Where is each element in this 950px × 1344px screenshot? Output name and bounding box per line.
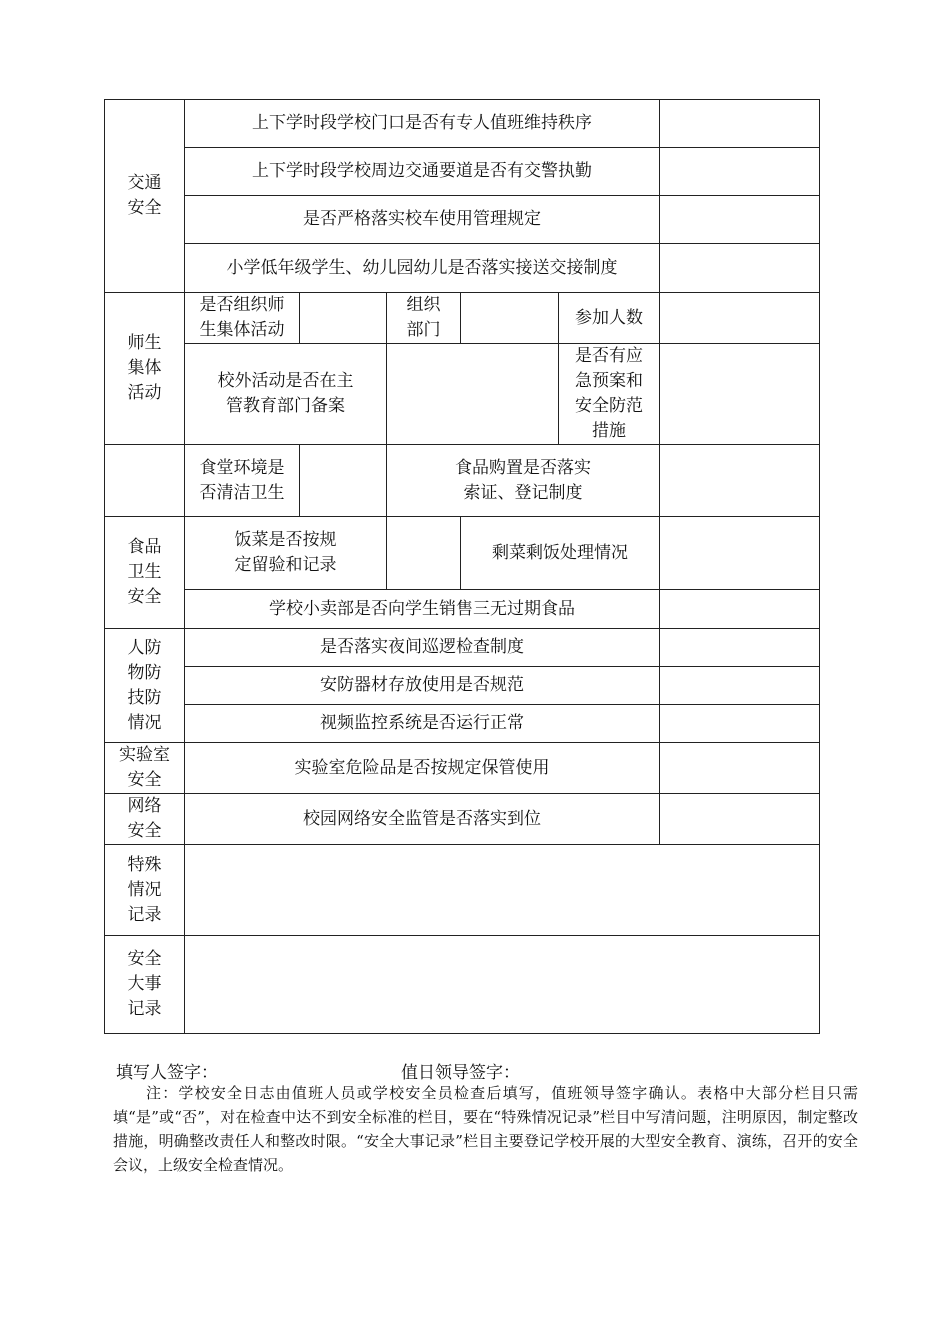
defense-item-equipment: 安防器材存放使用是否规范: [185, 667, 660, 705]
traffic-item-police-duty: 上下学时段学校周边交通要道是否有交警执勤: [185, 148, 660, 196]
activity-emergency-label: 是否有应 急预案和 安全防范 措施: [559, 344, 660, 445]
network-item-answer[interactable]: [660, 794, 820, 845]
traffic-safety-category: 交通 安全: [105, 100, 185, 293]
food-leftover-answer[interactable]: [660, 517, 820, 590]
defense-category: 人防 物防 技防 情况: [105, 629, 185, 743]
traffic-item-gate-duty-answer[interactable]: [660, 100, 820, 148]
activity-participants-label: 参加人数: [559, 293, 660, 344]
canteen-category-blank: [105, 445, 185, 517]
filler-signature-label: 填写人签字：: [116, 1063, 218, 1083]
special-record-field[interactable]: [185, 845, 820, 936]
traffic-item-police-duty-answer[interactable]: [660, 148, 820, 196]
food-shop-answer[interactable]: [660, 590, 820, 629]
traffic-item-gate-duty: 上下学时段学校门口是否有专人值班维持秩序: [185, 100, 660, 148]
food-purchase-answer[interactable]: [660, 445, 820, 517]
leader-signature-label: 值日领导签字：: [401, 1063, 520, 1083]
special-record-category: 特殊 情况 记录: [105, 845, 185, 936]
defense-item-equipment-answer[interactable]: [660, 667, 820, 705]
lab-category: 实验室 安全: [105, 743, 185, 794]
food-purchase-label: 食品购置是否落实 索证、登记制度: [387, 445, 660, 517]
activity-org-dept-answer[interactable]: [461, 293, 559, 344]
traffic-item-pickup-handover-answer[interactable]: [660, 244, 820, 293]
activity-participants-answer[interactable]: [660, 293, 820, 344]
major-record-field[interactable]: [185, 936, 820, 1034]
food-category: 食品 卫生 安全: [105, 517, 185, 629]
activity-org-dept-label: 组织 部门: [387, 293, 461, 344]
traffic-item-school-bus-answer[interactable]: [660, 196, 820, 244]
defense-item-cctv-answer[interactable]: [660, 705, 820, 743]
footnote: 注：学校安全日志由值班人员或学校安全员检查后填写，值班领导签字确认。表格中大部分栏目只需填“是”或“否”，对在检查中达不到安全标准的栏目，要在“特殊情况记录”栏目中写清问题，注明原因，制定整改措施，明确整改责任人和整改时限。“安全大事记录”栏目主要登记学校开展的大型安全教育、演练，召开的安全会议，上级安全检查情况。: [113, 1084, 858, 1174]
defense-item-night-patrol-answer[interactable]: [660, 629, 820, 667]
activity-organized-answer[interactable]: [300, 293, 387, 344]
defense-item-night-patrol: 是否落实夜间巡逻检查制度: [185, 629, 660, 667]
food-leftover-label: 剩菜剩饭处理情况: [461, 517, 660, 590]
traffic-item-school-bus: 是否严格落实校车使用管理规定: [185, 196, 660, 244]
food-sample-answer[interactable]: [387, 517, 461, 590]
defense-item-cctv: 视频监控系统是否运行正常: [185, 705, 660, 743]
food-canteen-answer[interactable]: [300, 445, 387, 517]
activity-emergency-answer[interactable]: [660, 344, 820, 445]
activity-off-campus-label: 校外活动是否在主 管教育部门备案: [185, 344, 387, 445]
activity-off-campus-answer[interactable]: [387, 344, 559, 445]
network-category: 网络 安全: [105, 794, 185, 845]
lab-item-answer[interactable]: [660, 743, 820, 794]
traffic-item-pickup-handover: 小学低年级学生、幼儿园幼儿是否落实接送交接制度: [185, 244, 660, 293]
major-record-category: 安全 大事 记录: [105, 936, 185, 1034]
activity-organized-label: 是否组织师 生集体活动: [185, 293, 300, 344]
activity-category: 师生 集体 活动: [105, 293, 185, 445]
food-shop-label: 学校小卖部是否向学生销售三无过期食品: [185, 590, 660, 629]
school-safety-log-table: [104, 99, 820, 1034]
network-item: 校园网络安全监管是否落实到位: [185, 794, 660, 845]
food-canteen-label: 食堂环境是 否清洁卫生: [185, 445, 300, 517]
food-sample-label: 饭菜是否按规 定留验和记录: [185, 517, 387, 590]
lab-item: 实验室危险品是否按规定保管使用: [185, 743, 660, 794]
